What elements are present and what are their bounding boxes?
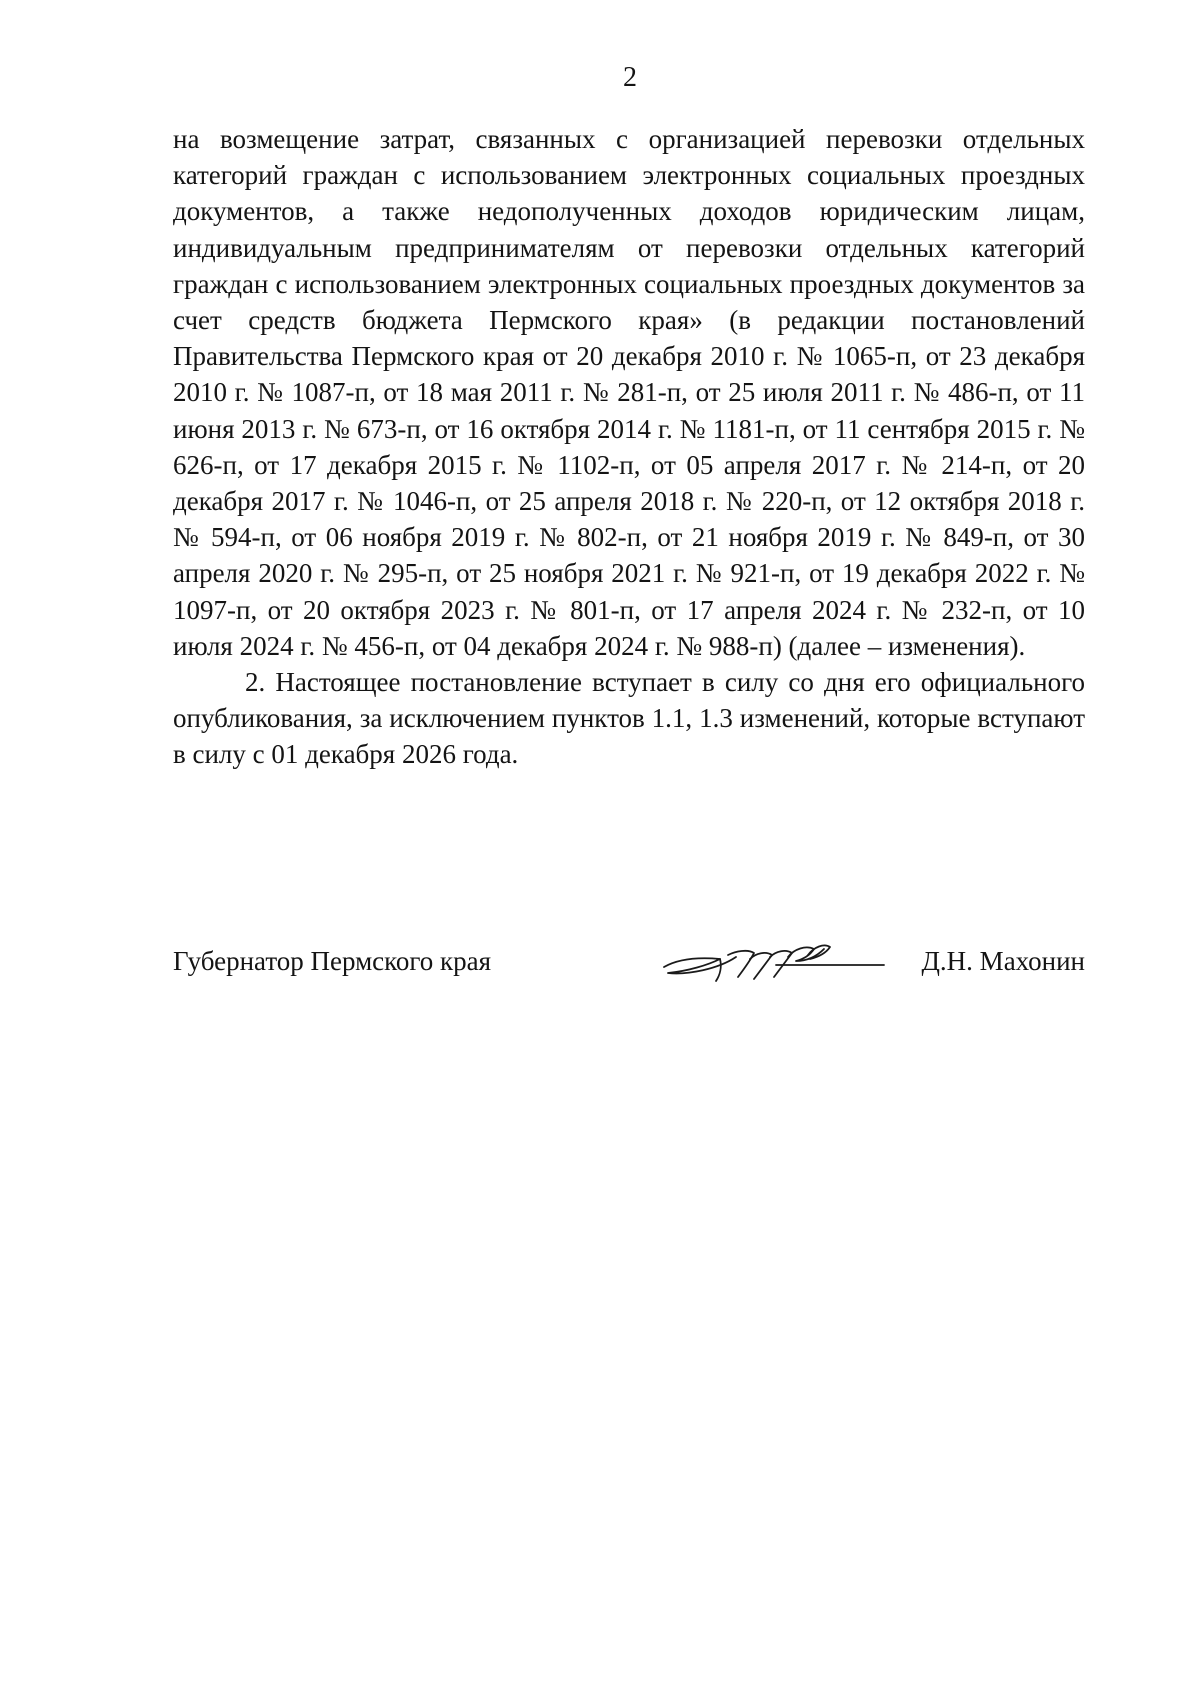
handwritten-signature (658, 935, 888, 995)
paragraph-continuation: на возмещение затрат, связанных с организацией перевозки отдельных категорий граждан с использованием электронных социальных проездных документов, а также недополученных доходов юридическим лицам, индивидуальным предпринимателям от перевозки отдельных категорий граждан с использованием электронных социальных проездных документов за счет средств бюджета Пермского края» (в редакции постановлений Правительства Пермского края от 20 декабря 2010 г. № 1065-п, от 23 декабря 2010 г. № 1087-п, от 18 мая 2011 г. № 281-п, от 25 июля 2011 г. № 486-п, от 11 июня 2013 г. № 673-п, от 16 октября 2014 г. № 1181-п, от 11 сентября 2015 г. № 626-п, от 17 декабря 2015 г. № 1102-п, от 05 апреля 2017 г. № 214-п, от 20 декабря 2017 г. № 1046-п, от 25 апреля 2018 г. № 220-п, от 12 октября 2018 г. № 594-п, от 06 ноября 2019 г. № 802-п, от 21 ноября 2019 г. № 849-п, от 30 апреля 2020 г. № 295-п, от 25 ноября 2021 г. № 921-п, от 19 декабря 2022 г. № 1097-п, от 20 октября 2023 г. № 801-п, от 17 апреля 2024 г. № 232-п, от 10 июля 2024 г. № 456-п, от 04 декабря 2024 г. № 988-п) (далее – изменения). (173, 124, 1085, 661)
signer-name: Д.Н. Махонин (921, 946, 1085, 976)
document-body (173, 121, 1085, 773)
signature-block (173, 935, 1085, 995)
signer-title: Губернатор Пермского края (173, 946, 492, 976)
paragraph-effective-date: 2. Настоящее постановление вступает в силу со дня его официального опубликования, за исключением пунктов 1.1, 1.3 изменений, которые вступают в силу с 01 декабря 2026 года. (173, 667, 1085, 770)
page-number: 2 (623, 62, 637, 93)
